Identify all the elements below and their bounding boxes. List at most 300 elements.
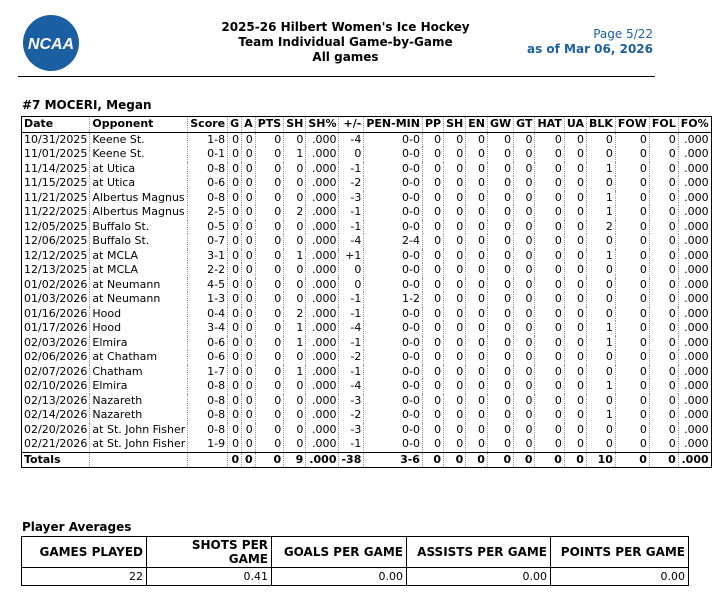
table-cell: 0 bbox=[487, 408, 513, 423]
table-cell: 0 bbox=[649, 336, 678, 351]
table-cell: 0 bbox=[444, 162, 466, 177]
table-cell: 0 bbox=[487, 176, 513, 191]
table-cell: 0 bbox=[535, 408, 564, 423]
table-cell: 0 bbox=[649, 147, 678, 162]
table-cell: 0 bbox=[339, 278, 364, 293]
table-cell: 0 bbox=[586, 292, 615, 307]
table-cell: 11/14/2025 bbox=[22, 162, 90, 177]
table-cell: -1 bbox=[339, 292, 364, 307]
table-cell: at Chatham bbox=[90, 350, 188, 365]
table-cell: 0 bbox=[535, 191, 564, 206]
table-cell: 0 bbox=[615, 132, 649, 147]
table-cell: Buffalo St. bbox=[90, 234, 188, 249]
table-cell: 0 bbox=[422, 278, 443, 293]
table-cell: 1 bbox=[586, 162, 615, 177]
table-cell: 0 bbox=[242, 321, 256, 336]
table-cell: 0 bbox=[615, 321, 649, 336]
table-cell: 12/12/2025 bbox=[22, 249, 90, 264]
table-cell: 0 bbox=[466, 234, 488, 249]
table-cell: 0 bbox=[535, 162, 564, 177]
table-cell: .000 bbox=[678, 191, 711, 206]
table-cell: 0 bbox=[422, 191, 443, 206]
table-cell: 11/22/2025 bbox=[22, 205, 90, 220]
table-cell: 0 bbox=[487, 307, 513, 322]
table-cell: 0 bbox=[339, 147, 364, 162]
table-cell: 0-0 bbox=[364, 437, 423, 452]
table-cell: 0 bbox=[255, 307, 284, 322]
table-cell: 0 bbox=[466, 147, 488, 162]
table-cell: 0-6 bbox=[188, 336, 228, 351]
table-cell: 0-0 bbox=[364, 162, 423, 177]
table-cell: 0 bbox=[564, 263, 586, 278]
table-cell: -1 bbox=[339, 307, 364, 322]
column-header: GW bbox=[487, 117, 513, 133]
table-cell: -1 bbox=[339, 205, 364, 220]
table-cell: 0 bbox=[649, 321, 678, 336]
table-cell: 0-8 bbox=[188, 162, 228, 177]
title-line-2: Team Individual Game-by-Game bbox=[238, 35, 453, 49]
totals-cell: 0 bbox=[444, 452, 466, 468]
table-cell: 01/17/2026 bbox=[22, 321, 90, 336]
table-cell: -1 bbox=[339, 336, 364, 351]
table-cell: 1 bbox=[586, 379, 615, 394]
table-cell: 0 bbox=[535, 220, 564, 235]
table-cell: 0 bbox=[228, 350, 242, 365]
table-header-row bbox=[22, 117, 712, 133]
table-cell: .000 bbox=[678, 365, 711, 380]
table-cell: 0 bbox=[242, 394, 256, 409]
table-cell: 02/20/2026 bbox=[22, 423, 90, 438]
table-cell: 0 bbox=[615, 263, 649, 278]
table-cell: 0 bbox=[649, 220, 678, 235]
table-row bbox=[22, 408, 712, 423]
table-cell: 0 bbox=[586, 278, 615, 293]
table-cell: 1 bbox=[586, 205, 615, 220]
table-cell: -3 bbox=[339, 191, 364, 206]
table-cell: 0-6 bbox=[188, 350, 228, 365]
table-cell: 0 bbox=[487, 292, 513, 307]
table-cell: 0 bbox=[422, 408, 443, 423]
table-cell: 0 bbox=[466, 220, 488, 235]
table-cell: 0-7 bbox=[188, 234, 228, 249]
table-cell: 0 bbox=[255, 408, 284, 423]
table-cell: 0-0 bbox=[364, 176, 423, 191]
table-cell: 0 bbox=[228, 263, 242, 278]
table-cell: Albertus Magnus bbox=[90, 205, 188, 220]
table-row bbox=[22, 191, 712, 206]
table-cell: 1 bbox=[586, 249, 615, 264]
column-header: +/- bbox=[339, 117, 364, 133]
table-cell: .000 bbox=[678, 394, 711, 409]
table-cell: at MCLA bbox=[90, 249, 188, 264]
table-cell: Chatham bbox=[90, 365, 188, 380]
table-row bbox=[22, 379, 712, 394]
table-cell: 0 bbox=[242, 437, 256, 452]
table-cell: 0 bbox=[466, 321, 488, 336]
table-cell: 0 bbox=[284, 191, 306, 206]
table-cell: 0 bbox=[649, 234, 678, 249]
table-cell: 0 bbox=[564, 205, 586, 220]
table-cell: 0 bbox=[339, 263, 364, 278]
table-cell: -3 bbox=[339, 423, 364, 438]
table-cell: 0 bbox=[535, 292, 564, 307]
table-cell: 0 bbox=[228, 321, 242, 336]
table-cell: 0 bbox=[586, 437, 615, 452]
page-number: Page 5/22 bbox=[593, 27, 653, 41]
table-cell: 0 bbox=[514, 162, 535, 177]
table-cell: 0 bbox=[466, 249, 488, 264]
totals-cell: 0 bbox=[615, 452, 649, 468]
column-header: G bbox=[228, 117, 242, 133]
column-header: SH% bbox=[306, 117, 339, 133]
table-cell: 0 bbox=[514, 379, 535, 394]
totals-cell: 0 bbox=[564, 452, 586, 468]
table-cell: 1-3 bbox=[188, 292, 228, 307]
table-cell: 0 bbox=[586, 307, 615, 322]
table-cell: 0 bbox=[615, 191, 649, 206]
table-cell: 0 bbox=[514, 394, 535, 409]
table-cell: 0 bbox=[466, 278, 488, 293]
table-cell: .000 bbox=[306, 162, 339, 177]
table-cell: 0 bbox=[444, 394, 466, 409]
totals-cell: 9 bbox=[284, 452, 306, 468]
table-cell: 0 bbox=[487, 394, 513, 409]
table-cell: 0-0 bbox=[364, 205, 423, 220]
table-row bbox=[22, 132, 712, 147]
table-row bbox=[22, 220, 712, 235]
table-cell: 0 bbox=[615, 437, 649, 452]
table-cell: .000 bbox=[306, 249, 339, 264]
table-cell: 0-0 bbox=[364, 278, 423, 293]
table-cell: 0 bbox=[535, 278, 564, 293]
table-cell: 0 bbox=[422, 394, 443, 409]
table-cell: 0 bbox=[649, 162, 678, 177]
table-cell: 1 bbox=[284, 365, 306, 380]
table-cell: 0 bbox=[586, 147, 615, 162]
table-cell: 0 bbox=[444, 249, 466, 264]
table-cell: 0 bbox=[514, 365, 535, 380]
table-cell: 0 bbox=[228, 307, 242, 322]
table-cell: 0 bbox=[242, 336, 256, 351]
table-cell: 0 bbox=[444, 423, 466, 438]
totals-cell: 0 bbox=[255, 452, 284, 468]
table-cell: 0 bbox=[242, 278, 256, 293]
table-cell: .000 bbox=[306, 408, 339, 423]
table-cell: 0 bbox=[487, 365, 513, 380]
table-cell: 0 bbox=[649, 191, 678, 206]
table-cell: 0 bbox=[514, 132, 535, 147]
table-cell: 0-0 bbox=[364, 365, 423, 380]
table-cell: 0 bbox=[228, 292, 242, 307]
table-row bbox=[22, 423, 712, 438]
totals-cell: 0 bbox=[466, 452, 488, 468]
table-cell: 0 bbox=[466, 162, 488, 177]
table-cell: 0 bbox=[487, 423, 513, 438]
table-cell: 0 bbox=[228, 365, 242, 380]
table-cell: .000 bbox=[306, 394, 339, 409]
table-cell: 0 bbox=[514, 191, 535, 206]
table-row bbox=[22, 321, 712, 336]
table-cell: .000 bbox=[678, 220, 711, 235]
table-cell: 0 bbox=[535, 321, 564, 336]
totals-cell bbox=[188, 452, 228, 468]
table-cell: 0 bbox=[466, 365, 488, 380]
table-cell: 0 bbox=[564, 350, 586, 365]
table-cell: 0-0 bbox=[364, 394, 423, 409]
table-cell: 02/07/2026 bbox=[22, 365, 90, 380]
table-cell: 0-0 bbox=[364, 191, 423, 206]
table-cell: 0 bbox=[284, 132, 306, 147]
totals-cell: 0 bbox=[514, 452, 535, 468]
table-cell: 0 bbox=[466, 176, 488, 191]
totals-row bbox=[22, 452, 712, 468]
table-cell: 0 bbox=[255, 263, 284, 278]
table-cell: 0 bbox=[487, 249, 513, 264]
table-cell: 0 bbox=[564, 365, 586, 380]
table-cell: 0 bbox=[514, 220, 535, 235]
table-cell: 0 bbox=[422, 249, 443, 264]
table-cell: 0 bbox=[586, 350, 615, 365]
totals-cell: 10 bbox=[586, 452, 615, 468]
table-cell: .000 bbox=[306, 350, 339, 365]
table-cell: 0 bbox=[228, 205, 242, 220]
column-header: PTS bbox=[255, 117, 284, 133]
averages-value: 0.00 bbox=[551, 568, 689, 586]
table-cell: 0 bbox=[649, 350, 678, 365]
averages-header: GOALS PER GAME bbox=[272, 537, 407, 568]
table-cell: -2 bbox=[339, 176, 364, 191]
game-by-game-table bbox=[21, 116, 712, 468]
table-cell: 0 bbox=[284, 220, 306, 235]
table-cell: 0 bbox=[649, 205, 678, 220]
table-cell: 0 bbox=[649, 176, 678, 191]
table-cell: 0 bbox=[284, 350, 306, 365]
table-cell: 0 bbox=[422, 350, 443, 365]
table-cell: .000 bbox=[678, 307, 711, 322]
table-cell: 0 bbox=[649, 278, 678, 293]
table-cell: Keene St. bbox=[90, 147, 188, 162]
table-cell: .000 bbox=[306, 220, 339, 235]
table-cell: 0 bbox=[487, 234, 513, 249]
table-cell: 02/10/2026 bbox=[22, 379, 90, 394]
table-cell: 0-0 bbox=[364, 408, 423, 423]
table-cell: 1-9 bbox=[188, 437, 228, 452]
table-cell: 0 bbox=[466, 263, 488, 278]
averages-title: Player Averages bbox=[22, 520, 132, 534]
table-cell: 0 bbox=[649, 379, 678, 394]
table-cell: 0 bbox=[615, 350, 649, 365]
table-cell: 0 bbox=[535, 132, 564, 147]
table-cell: .000 bbox=[678, 437, 711, 452]
table-cell: 0 bbox=[615, 147, 649, 162]
table-cell: 0-6 bbox=[188, 176, 228, 191]
table-cell: 0 bbox=[649, 408, 678, 423]
table-row bbox=[22, 176, 712, 191]
table-cell: 0 bbox=[487, 336, 513, 351]
as-of-date: as of Mar 06, 2026 bbox=[526, 42, 653, 56]
table-cell: 0 bbox=[535, 205, 564, 220]
table-row bbox=[22, 307, 712, 322]
table-cell: 0 bbox=[649, 423, 678, 438]
table-cell: 0 bbox=[242, 307, 256, 322]
table-cell: 0 bbox=[615, 379, 649, 394]
table-cell: 0 bbox=[487, 350, 513, 365]
table-cell: 0 bbox=[466, 307, 488, 322]
table-cell: 1 bbox=[284, 336, 306, 351]
table-cell: 0-0 bbox=[364, 321, 423, 336]
table-cell: 0 bbox=[564, 278, 586, 293]
table-cell: 0 bbox=[242, 379, 256, 394]
table-cell: 0 bbox=[228, 408, 242, 423]
table-cell: 0-0 bbox=[364, 249, 423, 264]
table-cell: 11/21/2025 bbox=[22, 191, 90, 206]
table-row bbox=[22, 292, 712, 307]
table-cell: .000 bbox=[306, 263, 339, 278]
table-cell: 2 bbox=[284, 307, 306, 322]
table-cell: 0 bbox=[444, 321, 466, 336]
table-cell: 0 bbox=[242, 147, 256, 162]
table-cell: 0 bbox=[564, 379, 586, 394]
table-cell: 0-0 bbox=[364, 336, 423, 351]
table-cell: 0 bbox=[564, 176, 586, 191]
table-cell: at Neumann bbox=[90, 278, 188, 293]
table-cell: 0 bbox=[284, 176, 306, 191]
title-line-1: 2025-26 Hilbert Women's Ice Hockey bbox=[221, 20, 470, 34]
table-cell: 0 bbox=[586, 234, 615, 249]
table-cell: 0 bbox=[242, 162, 256, 177]
table-cell: 0 bbox=[228, 191, 242, 206]
table-cell: .000 bbox=[306, 176, 339, 191]
averages-header-row bbox=[22, 537, 689, 568]
table-cell: 0 bbox=[514, 336, 535, 351]
table-cell: 02/13/2026 bbox=[22, 394, 90, 409]
table-cell: 01/02/2026 bbox=[22, 278, 90, 293]
table-cell: 0 bbox=[487, 132, 513, 147]
table-cell: 0 bbox=[242, 205, 256, 220]
table-cell: 11/01/2025 bbox=[22, 147, 90, 162]
table-cell: 0 bbox=[228, 394, 242, 409]
column-header: EN bbox=[466, 117, 488, 133]
table-cell: -4 bbox=[339, 132, 364, 147]
table-cell: -4 bbox=[339, 234, 364, 249]
table-cell: 0 bbox=[615, 365, 649, 380]
table-cell: 02/14/2026 bbox=[22, 408, 90, 423]
table-row bbox=[22, 205, 712, 220]
table-cell: 0-0 bbox=[364, 147, 423, 162]
table-cell: 0 bbox=[422, 423, 443, 438]
table-cell: 0 bbox=[422, 234, 443, 249]
column-header: BLK bbox=[586, 117, 615, 133]
table-cell: 0 bbox=[444, 263, 466, 278]
table-cell: 0 bbox=[422, 263, 443, 278]
table-cell: at Neumann bbox=[90, 292, 188, 307]
table-cell: 0 bbox=[228, 132, 242, 147]
table-cell: .000 bbox=[678, 379, 711, 394]
table-cell: 0 bbox=[514, 423, 535, 438]
totals-cell: -38 bbox=[339, 452, 364, 468]
averages-value: 0.41 bbox=[147, 568, 272, 586]
table-cell: .000 bbox=[306, 321, 339, 336]
table-cell: .000 bbox=[678, 249, 711, 264]
table-cell: 10/31/2025 bbox=[22, 132, 90, 147]
table-cell: 0 bbox=[242, 263, 256, 278]
totals-cell: 3-6 bbox=[364, 452, 423, 468]
table-cell: 0 bbox=[535, 307, 564, 322]
table-cell: 0 bbox=[615, 423, 649, 438]
averages-value: 22 bbox=[22, 568, 147, 586]
table-cell: 0 bbox=[444, 307, 466, 322]
table-cell: 0 bbox=[535, 350, 564, 365]
title-line-3: All games bbox=[312, 50, 379, 64]
table-cell: .000 bbox=[678, 336, 711, 351]
totals-cell: Totals bbox=[22, 452, 90, 468]
averages-header: GAMES PLAYED bbox=[22, 537, 147, 568]
table-cell: 0-8 bbox=[188, 191, 228, 206]
table-cell: 0 bbox=[514, 278, 535, 293]
table-cell: 0 bbox=[466, 394, 488, 409]
table-cell: 0 bbox=[514, 234, 535, 249]
table-cell: .000 bbox=[678, 234, 711, 249]
table-cell: Buffalo St. bbox=[90, 220, 188, 235]
table-row bbox=[22, 162, 712, 177]
table-cell: 0 bbox=[535, 423, 564, 438]
table-cell: 1 bbox=[284, 147, 306, 162]
table-cell: 0 bbox=[487, 147, 513, 162]
table-cell: 0 bbox=[466, 336, 488, 351]
table-cell: 0 bbox=[649, 263, 678, 278]
table-cell: 0 bbox=[564, 321, 586, 336]
table-cell: 0 bbox=[487, 437, 513, 452]
table-cell: 0 bbox=[564, 394, 586, 409]
table-cell: 0 bbox=[255, 336, 284, 351]
table-cell: 0 bbox=[514, 205, 535, 220]
table-cell: 0 bbox=[535, 234, 564, 249]
table-cell: 0 bbox=[466, 408, 488, 423]
table-cell: 0 bbox=[487, 220, 513, 235]
totals-cell: .000 bbox=[306, 452, 339, 468]
table-cell: 1 bbox=[586, 321, 615, 336]
table-cell: 0 bbox=[586, 132, 615, 147]
table-cell: -1 bbox=[339, 437, 364, 452]
table-cell: 0-1 bbox=[188, 147, 228, 162]
table-cell: 0 bbox=[586, 263, 615, 278]
table-cell: .000 bbox=[678, 350, 711, 365]
table-cell: 0 bbox=[242, 249, 256, 264]
table-cell: 0 bbox=[255, 220, 284, 235]
table-cell: 0 bbox=[444, 278, 466, 293]
table-cell: 11/15/2025 bbox=[22, 176, 90, 191]
table-row bbox=[22, 147, 712, 162]
table-cell: 0 bbox=[284, 162, 306, 177]
table-cell: 0 bbox=[255, 423, 284, 438]
table-cell: Keene St. bbox=[90, 132, 188, 147]
table-cell: 0 bbox=[284, 292, 306, 307]
column-header: Score bbox=[188, 117, 228, 133]
table-cell: 0 bbox=[487, 379, 513, 394]
player-name: #7 MOCERI, Megan bbox=[22, 98, 152, 112]
table-cell: 0 bbox=[255, 234, 284, 249]
table-cell: 0 bbox=[444, 132, 466, 147]
table-cell: .000 bbox=[306, 307, 339, 322]
totals-cell: 0 bbox=[422, 452, 443, 468]
table-cell: 0 bbox=[255, 394, 284, 409]
table-cell: 0 bbox=[564, 249, 586, 264]
table-cell: 0 bbox=[466, 350, 488, 365]
table-cell: .000 bbox=[306, 379, 339, 394]
table-cell: 0-0 bbox=[364, 307, 423, 322]
table-cell: 0 bbox=[242, 408, 256, 423]
table-cell: Hood bbox=[90, 307, 188, 322]
